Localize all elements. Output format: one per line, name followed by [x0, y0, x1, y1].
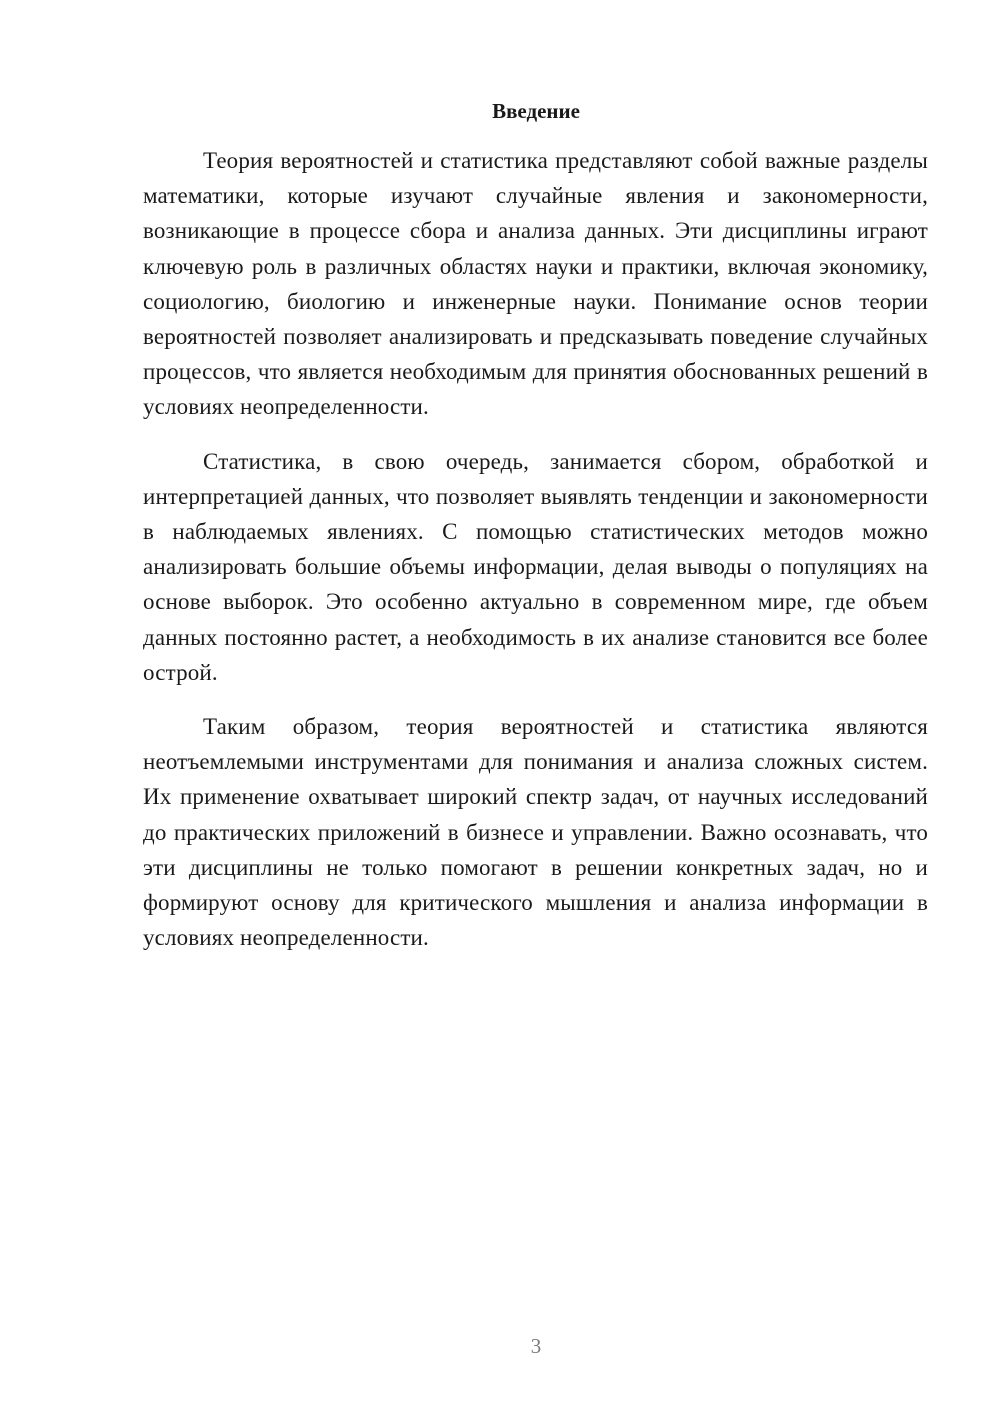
paragraph-2: Статистика, в свою очередь, занимается сбором, обработкой и интерпретацией данных, что позволяет выявлять тенденции и закономерности в наблюдаемых явлениях. С помощью статистических методов можно анализировать большие объемы информации, делая выводы о популяциях на основе выборок. Это особенно актуально в современном мире, где объем данных постоянно растет, а необходимость в их анализе становится все более острой. [143, 448, 928, 685]
page-number: 3 [530, 1334, 542, 1358]
body-text [143, 143, 928, 974]
paragraph-1: Теория вероятностей и статистика представляют собой важные разделы математики, которые изучают случайные явления и закономерности, возникающие в процессе сбора и анализа данных. Эти дисциплины играют ключевую роль в различных областях науки и практики, включая экономику, социологию, биологию и инженерные науки. Понимание основ теории вероятностей позволяет анализировать и предсказывать поведение случайных процессов, что является необходимым для принятия обоснованных решений в условиях неопределенности. [143, 148, 928, 420]
section-heading: Введение [492, 99, 580, 123]
paragraph-3: Таким образом, теория вероятностей и статистика являются неотъемлемыми инструментами для понимания и анализа сложных систем. Их применение охватывает широкий спектр задач, от научных исследований до практических приложений в бизнесе и управлении. Важно осознавать, что эти дисциплины не только помогают в решении конкретных задач, но и формируют основу для критического мышления и анализа информации в условиях неопределенности. [143, 714, 928, 951]
